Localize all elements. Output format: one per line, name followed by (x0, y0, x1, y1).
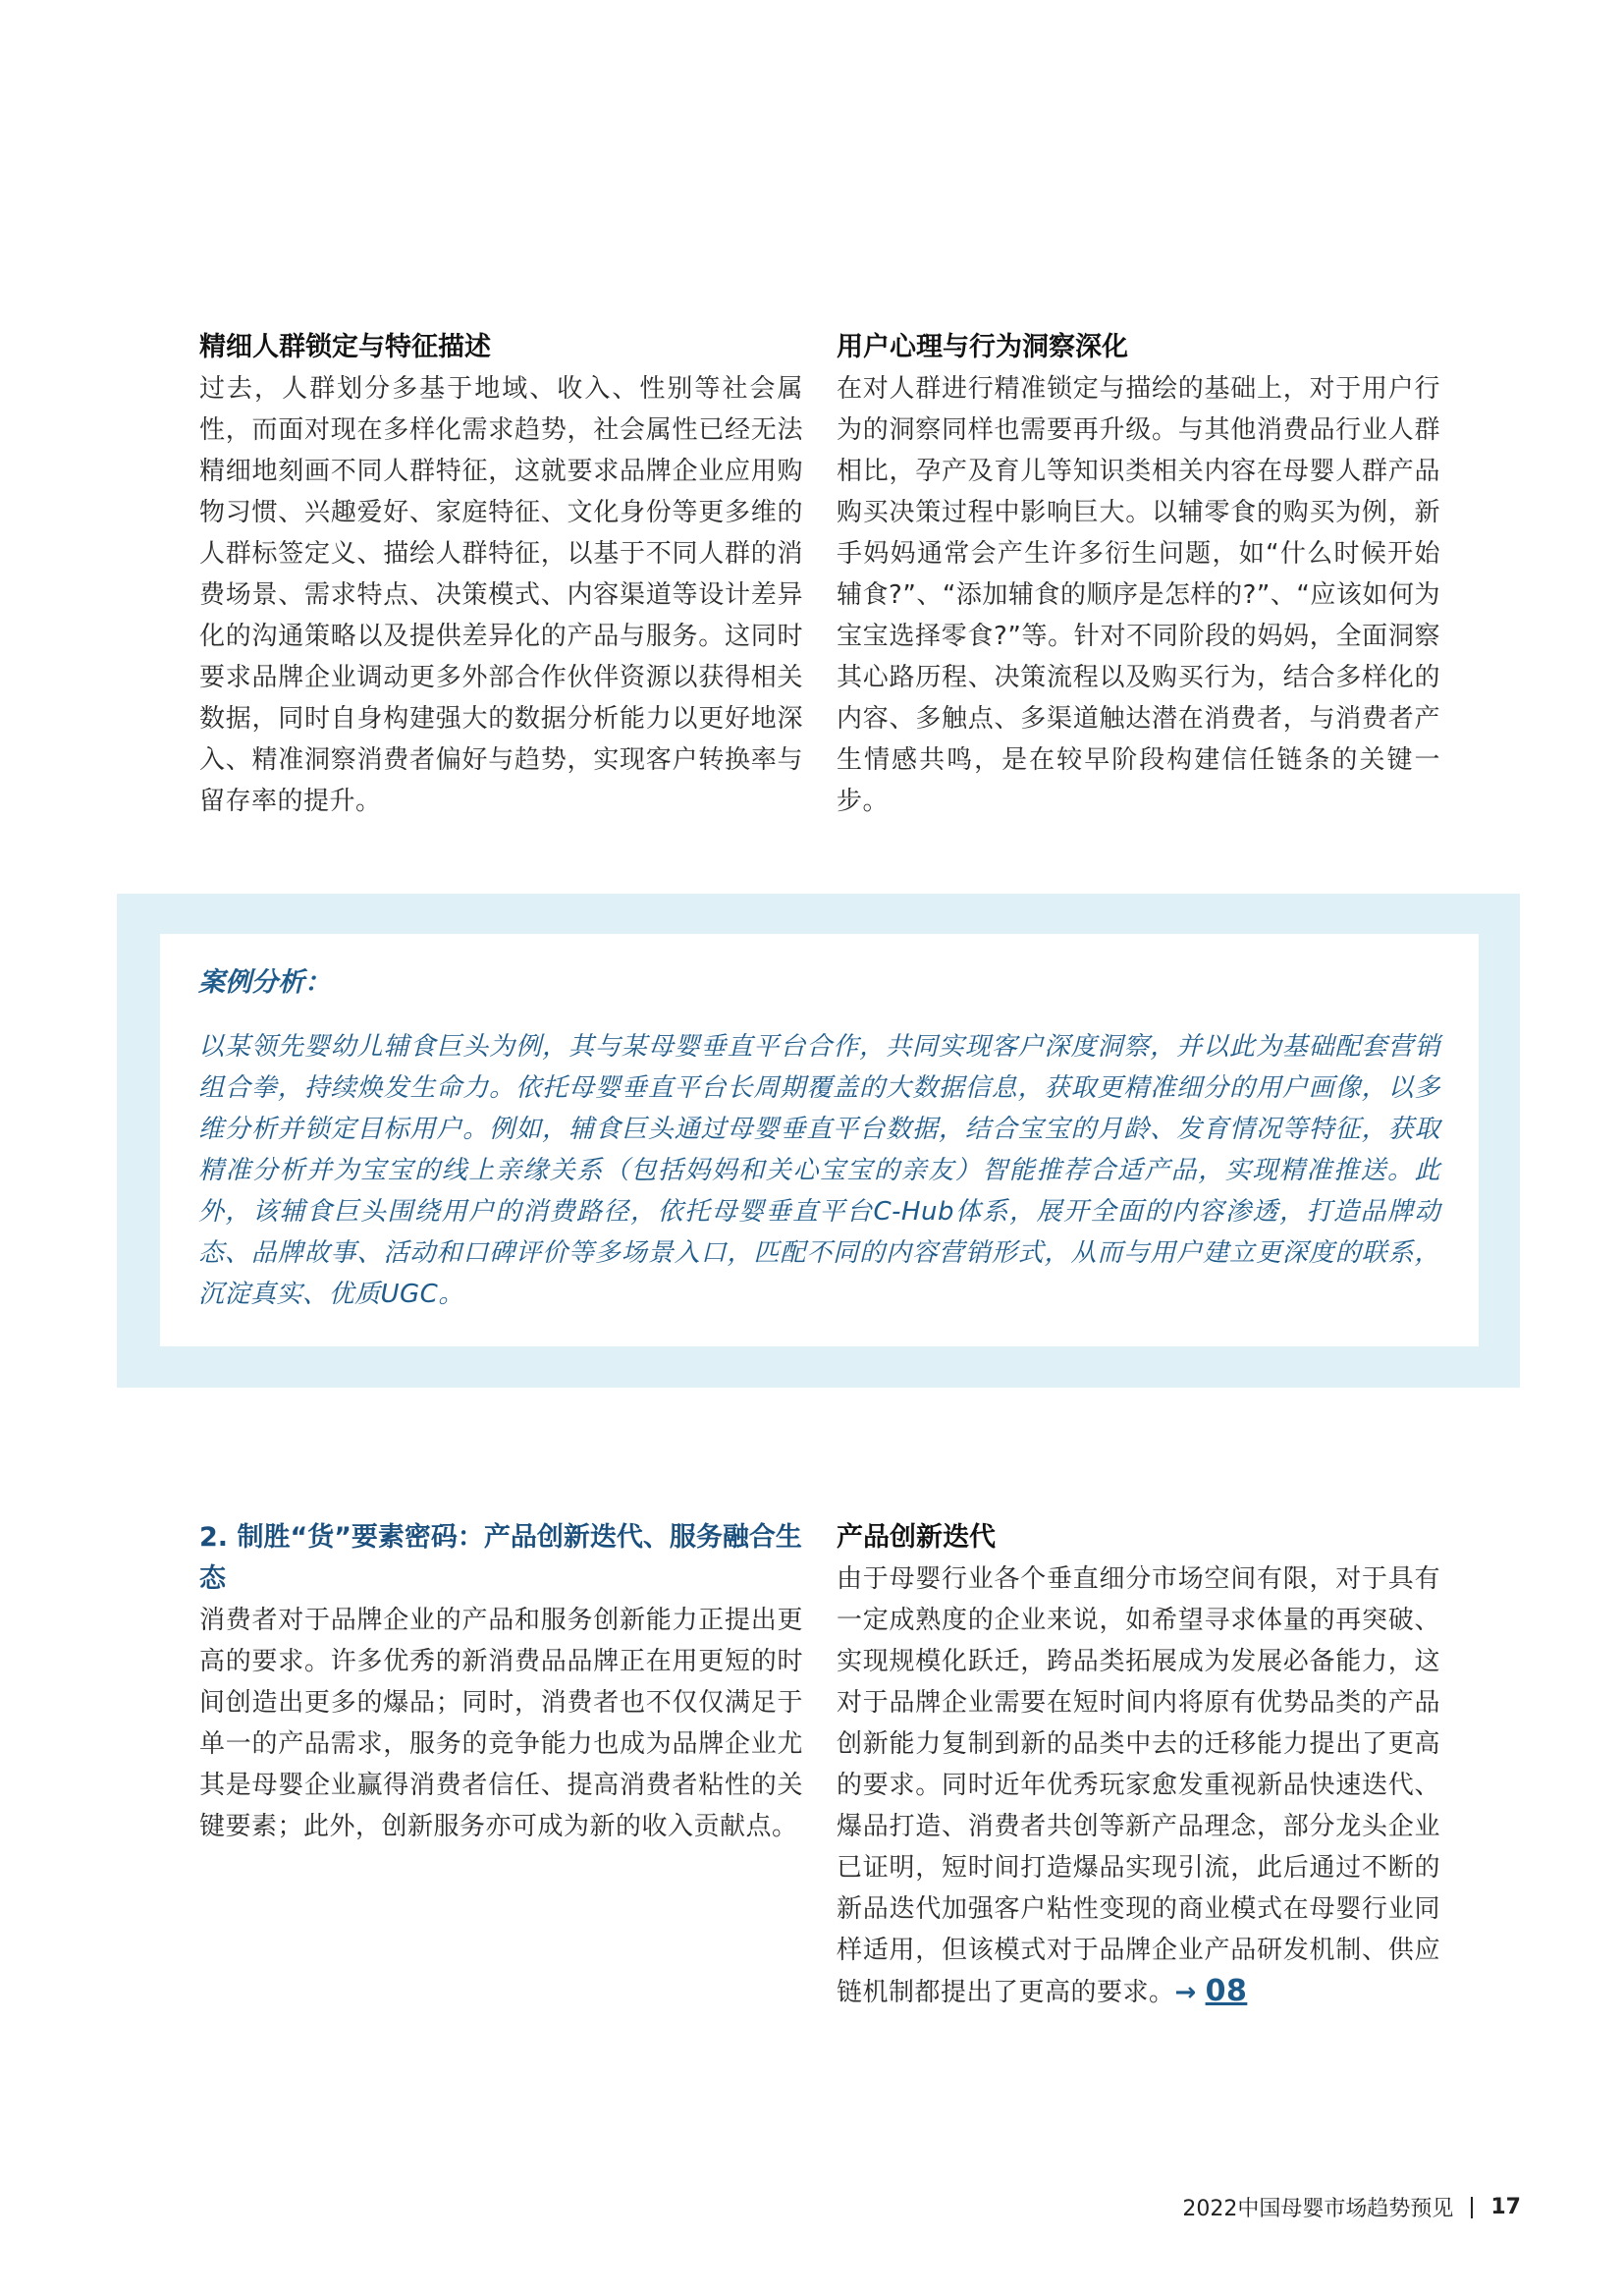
section-heading: 用户心理与行为洞察深化 (837, 332, 1128, 362)
section-heading: 产品创新迭代 (837, 1522, 996, 1553)
section-body: 消费者对于品牌企业的产品和服务创新能力正提出更高的要求。许多优秀的新消费品品牌正在用更短的时间创造出更多的爆品；同时，消费者也不仅仅满足于单一的产品需求，服务的竞争能力也成为品牌企业尤其是母婴企业赢得消费者信任、提高消费者粘性的关键要素；此外，创新服务亦可成为新的收入贡献点。 (199, 1606, 803, 1841)
footer-divider (1471, 2197, 1473, 2218)
section-body-text: 由于母婴行业各个垂直细分市场空间有限，对于具有一定成熟度的企业来说，如希望寻求体量的再突破、实现规模化跃迁，跨品类拓展成为发展必备能力，这对于品牌企业需要在短时间内将原有优势品类的产品创新能力复制到新的品类中去的迁移能力提出了更高的要求。同时近年优秀玩家愈发重视新品快速迭代、爆品打造、消费者共创等新产品理念，部分龙头企业已证明，短时间打造爆品实现引流，此后通过不断的新品迭代加强客户粘性变现的商业模式在母婴行业同样适用，但该模式对于品牌企业产品研发机制、供应链机制都提出了更高的要求。 (837, 1564, 1440, 2007)
page-reference-link[interactable]: 08 (1205, 1974, 1248, 2008)
section-body: 过去，人群划分多基于地域、收入、性别等社会属性，而面对现在多样化需求趋势，社会属性已经无法精细地刻画不同人群特征，这就要求品牌企业应用购物习惯、兴趣爱好、家庭特征、文化身份等更多维的人群标签定义、描绘人群特征，以基于不同人群的消费场景、需求特点、决策模式、内容渠道等设计差异化的沟通策略以及提供差异化的产品与服务。这同时要求品牌企业调动更多外部合作伙伴资源以获得相关数据，同时自身构建强大的数据分析能力以更好地深入、精准洞察消费者偏好与趋势，实现客户转换率与留存率的提升。 (199, 374, 803, 816)
case-study-title: 案例分析： (198, 967, 331, 998)
arrow-right-icon: → (1174, 1978, 1197, 2007)
section-body: 在对人群进行精准锁定与描绘的基础上，对于用户行为的洞察同样也需要再升级。与其他消费品行业人群相比，孕产及育儿等知识类相关内容在母婴人群产品购买决策过程中影响巨大。以辅零食的购买为例，新手妈妈通常会产生许多衍生问题，如“什么时候开始辅食?”、“添加辅食的顺序是怎样的?”、“应该如何为宝宝选择零食?”等。针对不同阶段的妈妈，全面洞察其心路历程、决策流程以及购买行为，结合多样化的内容、多触点、多渠道触达潜在消费者，与消费者产生情感共鸣，是在较早阶段构建信任链条的关键一步。 (837, 374, 1440, 816)
case-study-body: 以某领先婴幼儿辅食巨头为例，其与某母婴垂直平台合作，共同实现客户深度洞察，并以此为基础配套营销组合拳，持续焕发生命力。依托母婴垂直平台长周期覆盖的大数据信息，获取更精准细分的用户画像，以多维分析并锁定目标用户。例如，辅食巨头通过母婴垂直平台数据，结合宝宝的月龄、发育情况等特征，获取精准分析并为宝宝的线上亲缘关系（包括妈妈和关心宝宝的亲友）智能推荐合适产品，实现精准推送。此外，该辅食巨头围绕用户的消费路径，依托母婴垂直平台C-Hub体系，展开全面的内容渗透，打造品牌动态、品牌故事、活动和口碑评价等多场景入口，匹配不同的内容营销形式，从而与用户建立更深度的联系，沉淀真实、优质UGC。 (198, 1032, 1440, 1309)
section-heading: 2. 制胜“货”要素密码：产品创新迭代、服务融合生态 (199, 1522, 802, 1594)
section-body (837, 1558, 1440, 2013)
report-title: 2022中国母婴市场趋势预见 (1182, 2197, 1454, 2221)
section-heading: 精细人群锁定与特征描述 (199, 332, 491, 362)
page-number: 17 (1490, 2195, 1521, 2219)
section-product-innovation (837, 1517, 1440, 2013)
page-footer (1182, 2192, 1521, 2222)
section-product-service (199, 1517, 803, 1847)
section-audience-targeting (199, 327, 803, 822)
section-user-insight (837, 327, 1440, 822)
